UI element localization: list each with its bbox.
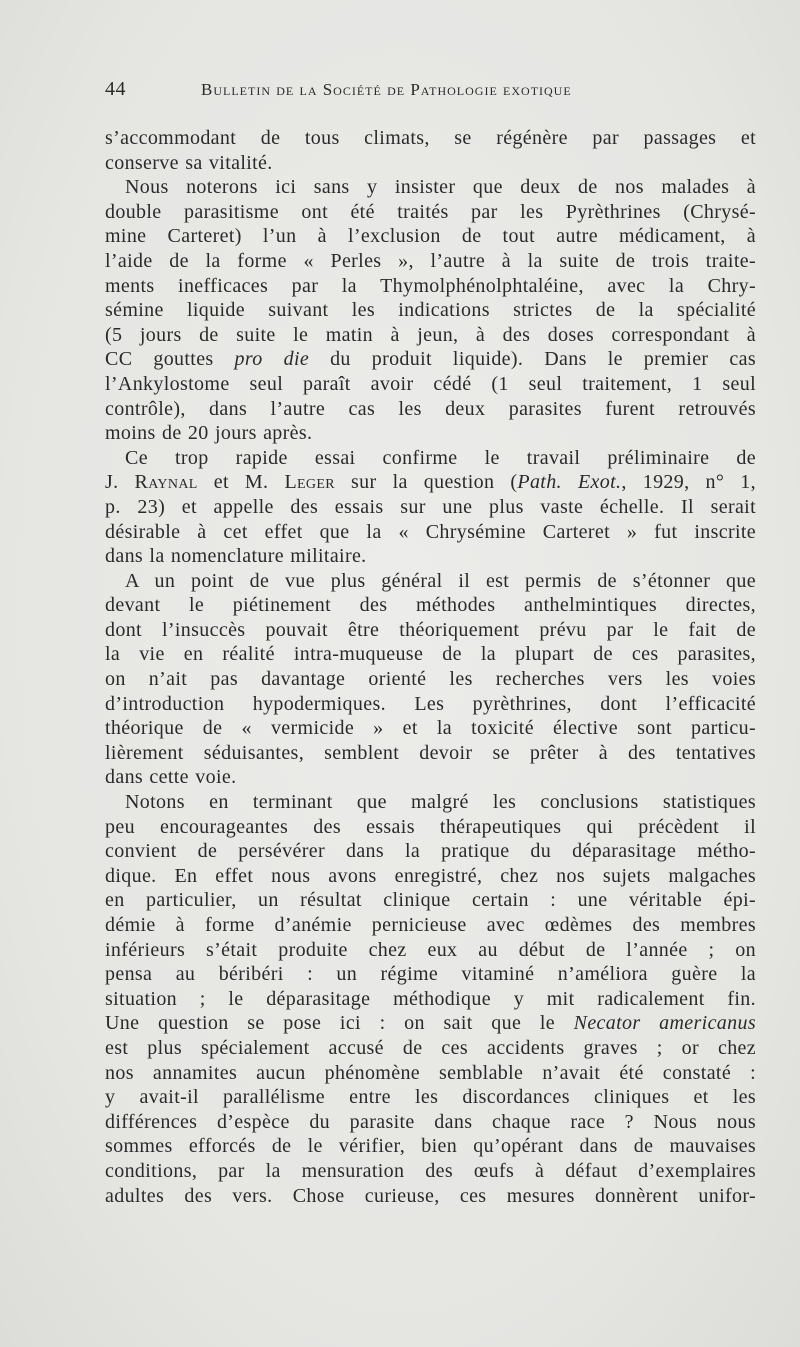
text-line: J. Raynal et M. Leger sur la question (Path. Exot., 1929, n° 1, (105, 471, 756, 494)
text-line: devant le piétinement des méthodes anthelmintiques directes, (105, 594, 756, 617)
text-line: dique. En effet nous avons enregistré, chez nos sujets malgaches (105, 864, 756, 887)
italic-text: Necator americanus (573, 1012, 756, 1035)
page-header (105, 78, 755, 102)
text-line: l’Ankylostome seul paraît avoir cédé (1 seul traitement, 1 seul (105, 372, 756, 395)
text-line: théorique de « vermicide » et la toxicité élective sont particu- (105, 717, 756, 740)
text-line: moins de 20 jours après. (105, 422, 313, 445)
text-line: dans la nomenclature militaire. (105, 545, 367, 568)
text-line: démie à forme d’anémie pernicieuse avec œdèmes des membres (105, 914, 756, 936)
text-line: lièrement séduisantes, semblent devoir se prêter à des tentatives (105, 741, 756, 764)
text-line: est plus spécialement accusé de ces accidents graves ; or chez (105, 1036, 756, 1059)
author-name: Raynal (134, 471, 198, 494)
text-line: convient de persévérer dans la pratique du déparasitage métho- (105, 840, 756, 863)
text-line: s’accommodant de tous climats, se régénère par passages et (105, 127, 756, 149)
page-number: 44 (105, 78, 126, 100)
text-line: situation ; le déparasitage méthodique y mit radicalement fin. (105, 987, 756, 1010)
author-name: Leger (284, 471, 335, 494)
text-line: différences d’espèce du parasite dans chaque race ? Nous nous (105, 1110, 756, 1133)
body-text (105, 126, 756, 1208)
text-line: nos annamites aucun phénomène semblable n’avait été constaté : (105, 1061, 756, 1084)
text-line: désirable à cet effet que la « Chrysémine Carteret » fut inscrite (105, 520, 756, 543)
text-line: inférieurs s’était produite chez eux au début de l’année ; on (105, 938, 756, 961)
text-line: ments inefficaces par la Thymolphénolphtaléine, avec la Chry- (105, 274, 756, 297)
text-line: A un point de vue plus général il est permis de s’étonner que (125, 569, 756, 592)
text-line: peu encourageantes des essais thérapeutiques qui précèdent il (105, 815, 756, 838)
running-title: Bulletin de la Société de Pathologie exotique (201, 80, 572, 99)
text-line: d’introduction hypodermiques. Les pyrèthrines, dont l’efficacité (105, 692, 756, 715)
text-line: Notons en terminant que malgré les conclusions statistiques (125, 791, 756, 814)
text-line: Ce trop rapide essai confirme le travail préliminaire de (125, 446, 756, 469)
text-line: dont l’insuccès pouvait être théoriquement prévu par le fait de (105, 618, 756, 641)
text-line: sémine liquide suivant les indications strictes de la spécialité (105, 299, 756, 322)
italic-text: Path. Exot. (517, 471, 622, 494)
text-line: l’aide de la forme « Perles », l’autre à la suite de trois traite- (105, 249, 756, 272)
text-line: adultes des vers. Chose curieuse, ces mesures donnèrent unifor- (105, 1184, 756, 1207)
text-line: conditions, par la mensuration des œufs à défaut d’exemplaires (105, 1159, 756, 1182)
text-line: la vie en réalité intra-muqueuse de la plupart de ces parasites, (105, 643, 756, 666)
text-line: sommes efforcés de le vérifier, bien qu’opérant dans de mauvaises (105, 1135, 756, 1158)
text-line: CC gouttes pro die du produit liquide). Dans le premier cas (105, 348, 756, 371)
text-line: contrôle), dans l’autre cas les deux parasites furent retrouvés (105, 397, 756, 420)
text-line: double parasitisme ont été traités par les Pyrèthrines (Chrysé- (105, 200, 756, 223)
text-line: dans cette voie. (105, 766, 237, 789)
text-line: conserve sa vitalité. (105, 151, 273, 174)
text-line: p. 23) et appelle des essais sur une plus vaste échelle. Il serait (105, 495, 756, 518)
text-line: (5 jours de suite le matin à jeun, à des doses correspondant à (105, 323, 756, 346)
text-line: en particulier, un résultat clinique certain : une véritable épi- (105, 889, 756, 912)
italic-text: pro die (234, 348, 310, 371)
text-line: mine Carteret) l’un à l’exclusion de tout autre médicament, à (105, 225, 756, 248)
text-line: on n’ait pas davantage orienté les recherches vers les voies (105, 668, 756, 691)
text-line: Nous noterons ici sans y insister que deux de nos malades à (125, 176, 756, 199)
text-line: y avait-il parallélisme entre les discordances cliniques et les (105, 1086, 756, 1109)
text-line: Une question se pose ici : on sait que le Necator americanus (105, 1012, 756, 1035)
text-line: pensa au béribéri : un régime vitaminé n’améliora guère la (105, 963, 756, 986)
